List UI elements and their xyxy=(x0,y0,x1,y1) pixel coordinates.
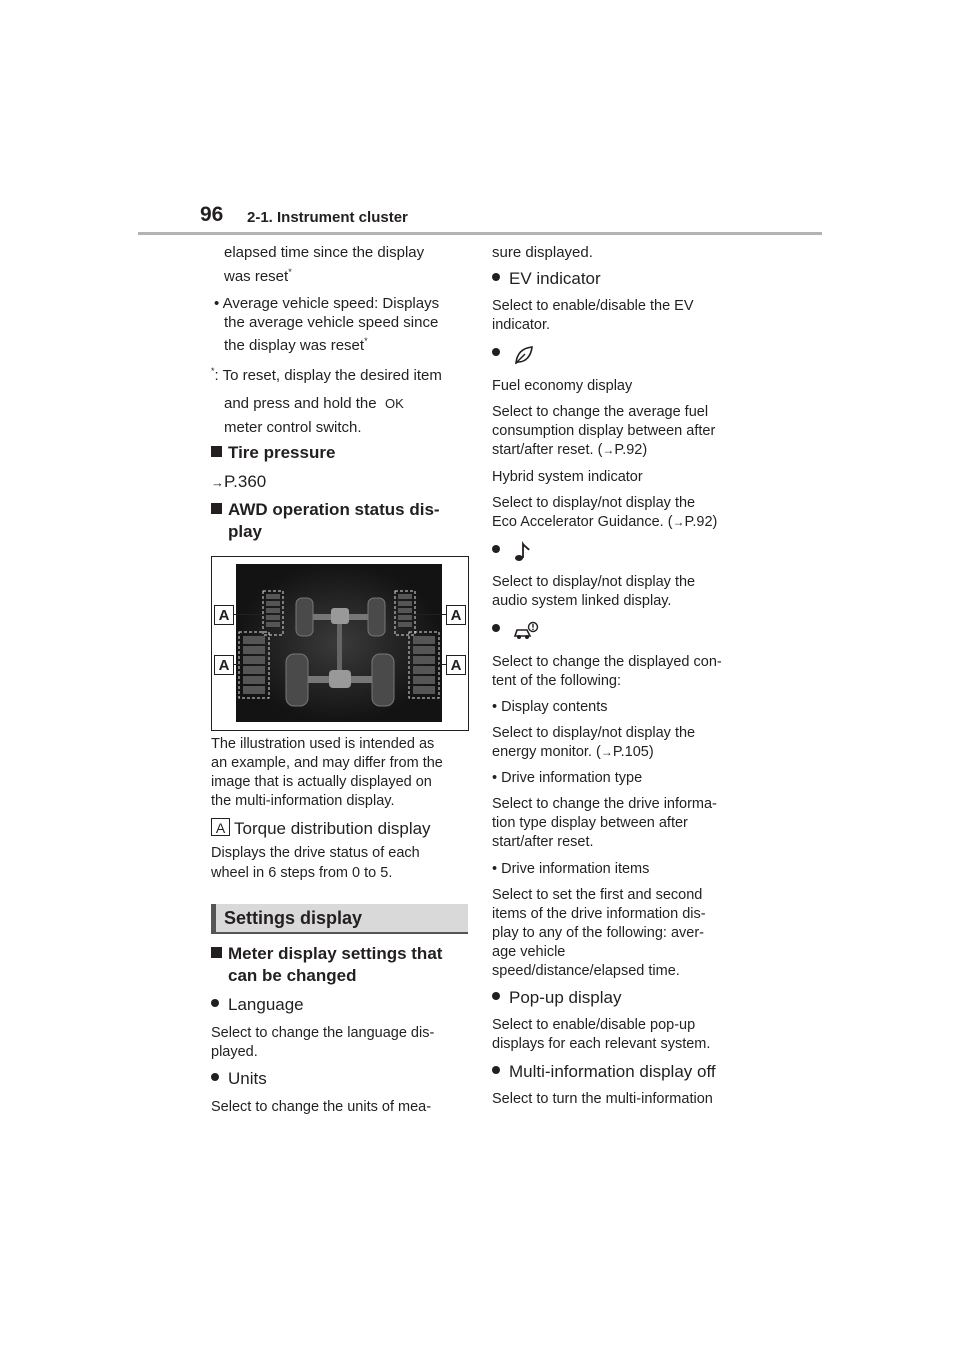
car-info-icon xyxy=(513,621,539,641)
popup-desc: displays for each relevant system. xyxy=(492,1036,711,1052)
awd-heading-line2: play xyxy=(228,522,263,541)
bullet-drive-info-items: • Drive information items xyxy=(492,861,650,877)
units-desc-cont: sure displayed. xyxy=(492,244,593,261)
hybrid-desc: Select to display/not display the xyxy=(492,495,696,511)
caption-line: image that is actually displayed on xyxy=(211,774,432,790)
round-bullet-icon xyxy=(211,999,219,1007)
section-title: 2-1. Instrument cluster xyxy=(247,209,408,226)
drivetype-desc: start/after reset. xyxy=(492,834,594,850)
fuel-title: Fuel economy display xyxy=(492,378,633,394)
callout-line xyxy=(234,664,242,665)
header-rule xyxy=(138,232,822,235)
round-bullet-icon xyxy=(492,348,500,356)
text-line: was reset* xyxy=(224,267,292,285)
meter-settings-heading: Meter display settings that xyxy=(211,944,442,964)
callout-line xyxy=(416,614,446,615)
language-desc: Select to change the language dis- xyxy=(211,1025,435,1041)
round-bullet-icon xyxy=(492,624,500,632)
text-line: and press and hold the OK xyxy=(224,395,404,412)
round-bullet-icon xyxy=(492,992,500,1000)
meter-settings-heading-line2: can be changed xyxy=(228,966,357,985)
language-desc: played. xyxy=(211,1044,258,1060)
arrow-right-icon: → xyxy=(672,515,685,529)
popup-desc: Select to enable/disable pop-up xyxy=(492,1017,696,1033)
audio-desc: Select to display/not display the xyxy=(492,574,696,590)
square-bullet-icon xyxy=(211,446,222,457)
page-number: 96 xyxy=(200,203,224,226)
arrow-right-icon: → xyxy=(602,443,615,457)
ok-key-label: OK xyxy=(384,396,404,411)
callout-a-rear-left: A xyxy=(214,655,234,675)
bullet-drive-info-type: • Drive information type xyxy=(492,770,643,786)
torque-desc: wheel in 6 steps from 0 to 5. xyxy=(211,865,393,881)
ev-title: EV indicator xyxy=(492,269,601,289)
units-desc: Select to change the units of mea- xyxy=(211,1099,432,1115)
driveitems-desc: play to any of the following: aver- xyxy=(492,925,704,941)
drivetype-desc: tion type display between after xyxy=(492,815,688,831)
mid-off-title: Multi-information display off xyxy=(492,1062,716,1082)
driveitems-desc: Select to set the first and second xyxy=(492,887,703,903)
bullet-avg-speed: • Average vehicle speed: Displays xyxy=(214,295,440,312)
leaf-bullet xyxy=(492,344,535,366)
tire-pressure-ref[interactable]: →P.360 xyxy=(211,472,267,491)
driveitems-desc: items of the drive information dis- xyxy=(492,906,706,922)
caption-line: an example, and may differ from the xyxy=(211,755,443,771)
contents-desc: energy monitor. (→P.105) xyxy=(492,744,654,760)
bullet-display-contents: • Display contents xyxy=(492,699,608,715)
contents-desc: Select to display/not display the xyxy=(492,725,696,741)
car-desc: tent of the following: xyxy=(492,673,621,689)
arrow-right-icon: → xyxy=(211,475,224,490)
callout-a-front-right: A xyxy=(446,605,466,625)
car-bullet xyxy=(492,621,539,641)
square-bullet-icon xyxy=(211,503,222,514)
drivetrain-graphic xyxy=(236,564,442,722)
leaf-icon xyxy=(513,344,535,366)
round-bullet-icon xyxy=(492,545,500,553)
round-bullet-icon xyxy=(492,1066,500,1074)
ev-desc: indicator. xyxy=(492,317,551,333)
settings-title: Settings display xyxy=(224,908,363,928)
caption-line: the multi-information display. xyxy=(211,793,395,809)
audio-desc: audio system linked display. xyxy=(492,593,672,609)
fuel-desc: Select to change the average fuel xyxy=(492,404,709,420)
fuel-page-ref[interactable]: P.92 xyxy=(614,442,643,458)
torque-title: A Torque distribution display xyxy=(211,818,431,839)
tire-pressure-heading: Tire pressure xyxy=(211,443,335,463)
driveitems-desc: speed/distance/elapsed time. xyxy=(492,963,680,979)
footnote: *: To reset, display the desired item xyxy=(211,366,442,384)
torque-desc: Displays the drive status of each xyxy=(211,845,420,861)
hybrid-page-ref[interactable]: P.92 xyxy=(684,514,713,530)
fuel-desc: start/after reset. (→P.92) xyxy=(492,442,648,458)
drivetype-desc: Select to change the drive informa- xyxy=(492,796,717,812)
fuel-desc: consumption display between after xyxy=(492,423,716,439)
square-bullet-icon xyxy=(211,947,222,958)
awd-illustration xyxy=(211,556,469,731)
units-title: Units xyxy=(211,1069,267,1089)
hybrid-title: Hybrid system indicator xyxy=(492,469,643,485)
caption-line: The illustration used is intended as xyxy=(211,736,435,752)
car-desc: Select to change the displayed con- xyxy=(492,654,722,670)
round-bullet-icon xyxy=(211,1073,219,1081)
awd-heading: AWD operation status dis- xyxy=(211,500,440,520)
callout-line xyxy=(234,614,264,615)
awd-display-screen xyxy=(236,564,442,722)
callout-a-rear-right: A xyxy=(446,655,466,675)
language-title: Language xyxy=(211,995,304,1015)
ev-desc: Select to enable/disable the EV xyxy=(492,298,694,314)
driveitems-desc: age vehicle xyxy=(492,944,566,960)
round-bullet-icon xyxy=(492,273,500,281)
settings-display-header xyxy=(211,904,468,934)
callout-a-front-left: A xyxy=(214,605,234,625)
text-line: meter control switch. xyxy=(224,419,362,436)
text-line: elapsed time since the display xyxy=(224,244,425,261)
arrow-right-icon: → xyxy=(600,745,613,759)
mid-off-desc: Select to turn the multi-information xyxy=(492,1091,713,1107)
note-bullet xyxy=(492,541,531,563)
callout-a-label: A xyxy=(211,818,230,836)
text-line: the average vehicle speed since xyxy=(224,314,439,331)
music-note-icon xyxy=(513,541,531,563)
hybrid-desc: Eco Accelerator Guidance. (→P.92) xyxy=(492,514,718,530)
callout-line xyxy=(439,664,447,665)
text-line: the display was reset* xyxy=(224,336,368,354)
popup-title: Pop-up display xyxy=(492,988,621,1008)
contents-page-ref[interactable]: P.105 xyxy=(612,744,649,760)
